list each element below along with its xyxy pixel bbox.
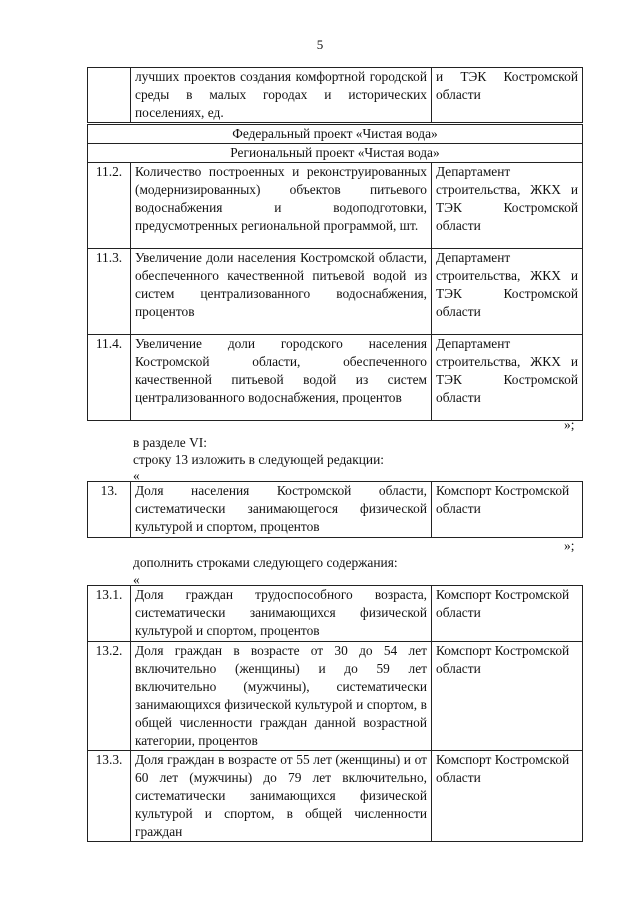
regional-project-row: [88, 144, 583, 163]
indicator-name-cell: Доля граждан трудоспособного возраста, систематически занимающихся физической культурой и спортом, процентов: [131, 586, 432, 642]
regional-project-heading: Региональный проект «Чистая вода»: [88, 144, 583, 163]
federal-project-heading: Федеральный проект «Чистая вода»: [88, 124, 583, 144]
table-row: [88, 68, 583, 124]
row-number-cell: 13.3.: [88, 751, 131, 842]
responsible-org-cell: и ТЭК Костромской области: [432, 68, 583, 124]
page-number: 5: [316, 37, 324, 52]
indicator-name-cell: Количество построенных и реконструированных (модернизированных) объектов питьевого водоснабжения и водоподготовки, предусмотренных региональной программой, шт.: [131, 163, 432, 249]
table-row: [88, 751, 583, 842]
instruction-text: строку 13 изложить в следующей редакции:: [133, 452, 384, 467]
indicator-name-cell: Увеличение доли населения Костромской области, обеспеченного качественной питьевой водой из систем централизованного водоснабжения, процентов: [131, 249, 432, 335]
indicator-name-cell: Доля граждан в возрасте от 30 до 54 лет включительно (женщины) и до 59 лет включительно (мужчины), систематически занимающихся физической культурой и спортом, в общей численности граждан данной возрастной категории, процентов: [131, 642, 432, 751]
table-row: [88, 163, 583, 249]
replacement-row-table: [87, 481, 583, 538]
indicator-name-cell: лучших проектов создания комфортной городской среды в малых городах и исторических поселениях, ед.: [131, 68, 432, 124]
table-row: [88, 482, 583, 538]
table-row: [88, 249, 583, 335]
row-number-cell: [88, 68, 131, 124]
row-number-cell: 11.3.: [88, 249, 131, 335]
new-rows-table: [87, 585, 583, 842]
opening-quote: «: [133, 572, 140, 587]
opening-quote: «: [133, 468, 140, 483]
responsible-org-cell: Комспорт Костромской области: [432, 586, 583, 642]
closing-quote: »;: [564, 538, 575, 553]
responsible-org-cell: Комспорт Костромской области: [432, 642, 583, 751]
federal-project-row: [88, 124, 583, 144]
table-row: [88, 586, 583, 642]
indicators-table-section-v: [87, 67, 583, 421]
responsible-org-cell: Департамент строительства, ЖКХ и ТЭК Костромской области: [432, 249, 583, 335]
row-number-cell: 13.: [88, 482, 131, 538]
row-number-cell: 11.2.: [88, 163, 131, 249]
table-row: [88, 335, 583, 421]
section-reference-text: в разделе VI:: [133, 435, 207, 450]
responsible-org-cell: Департамент строительства, ЖКХ и ТЭК Костромской области: [432, 335, 583, 421]
responsible-org-cell: Комспорт Костромской области: [432, 751, 583, 842]
closing-quote: »;: [564, 417, 575, 432]
responsible-org-cell: Департамент строительства, ЖКХ и ТЭК Костромской области: [432, 163, 583, 249]
indicator-name-cell: Увеличение доли городского населения Костромской области, обеспеченного качественной питьевой водой из систем централизованного водоснабжения, процентов: [131, 335, 432, 421]
responsible-org-cell: Комспорт Костромской области: [432, 482, 583, 538]
row-number-cell: 11.4.: [88, 335, 131, 421]
indicator-name-cell: Доля граждан в возрасте от 55 лет (женщины) и от 60 лет (мужчины) до 79 лет включительно, систематически занимающихся физической культурой и спортом, в общей численности граждан: [131, 751, 432, 842]
indicator-name-cell: Доля населения Костромской области, систематически занимающегося физической культурой и спортом, процентов: [131, 482, 432, 538]
row-number-cell: 13.1.: [88, 586, 131, 642]
table-row: [88, 642, 583, 751]
instruction-text: дополнить строками следующего содержания:: [133, 555, 398, 570]
row-number-cell: 13.2.: [88, 642, 131, 751]
